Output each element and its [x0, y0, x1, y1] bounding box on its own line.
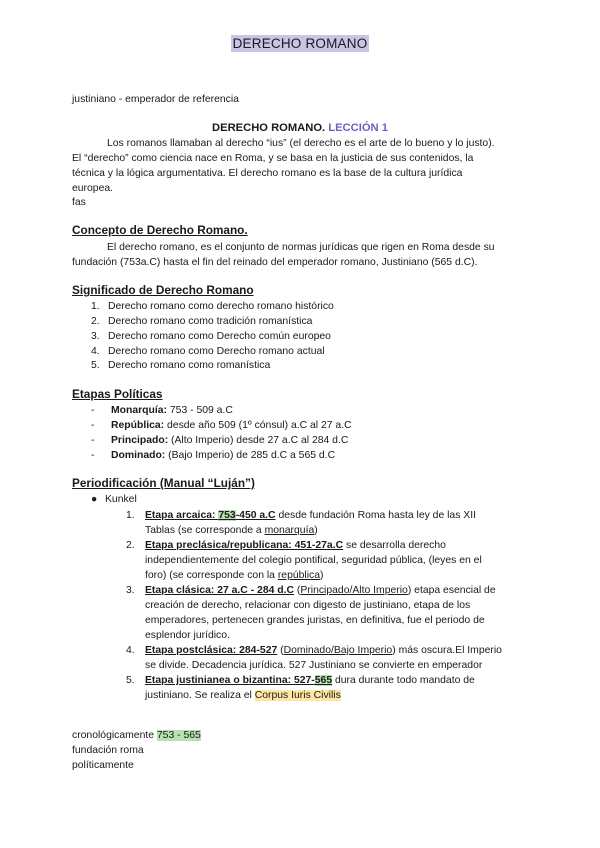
stage-4-line-1: Etapa postclásica: 284-527 (Dominado/Bajo Imperio) más oscura.El Imperio — [145, 645, 502, 656]
bullet-item: ● Kunkel — [91, 494, 137, 505]
highlight: Corpus Iuris Civilis — [254, 690, 341, 701]
stage-5-line-2: justiniano. Se realiza el Corpus Iuris Civilis — [145, 690, 341, 701]
stage-2-line-2: independientemente del colegio pontifical, seguridad pública, (leyes en el — [145, 555, 482, 566]
list-item: - Dominado: (Bajo Imperio) de 285 d.C a 565 d.C — [91, 450, 336, 461]
highlight: 565 — [314, 675, 333, 686]
stage-3-line-1: Etapa clásica: 27 a.C - 284 d.C (Principado/Alto Imperio) etapa esencial de — [145, 585, 496, 596]
stage-1-line-2: Tablas (se corresponde a monarquía) — [145, 525, 318, 536]
stage-3-line-3: emperadores, pertenecen grandes juristas, en definitiva, fue el periodo de — [145, 615, 485, 626]
stage-3-line-2: creación de derecho, relacionar con digesto de justiniano, etapa de los — [145, 600, 471, 611]
lesson-title: DERECHO ROMANO. LECCIÓN 1 — [212, 122, 388, 134]
concepto-line-2: fundación (753a.C) hasta el fin del reinado del emperador romano, Justiniano (565 d.C). — [72, 257, 478, 268]
stage-3-line-4: esplendor jurídico. — [145, 630, 230, 641]
highlight: 753 - 565 — [156, 730, 201, 741]
list-item: 3. Derecho romano como Derecho común europeo — [91, 331, 331, 342]
footer-line-2: fundación roma — [72, 745, 144, 756]
intro-line-4: europea. — [72, 183, 114, 194]
stage-number: 3. — [126, 585, 135, 596]
list-item: 2. Derecho romano como tradición romanística — [91, 316, 313, 327]
intro-line-2: El “derecho” como ciencia nace en Roma, y se basa en la justicia de sus contenidos, la — [72, 153, 474, 164]
intro-line-3: técnica y la lógica argumentativa. El derecho romano es la base de la cultura jurídica — [72, 168, 463, 179]
list-item: 1. Derecho romano como derecho romano histórico — [91, 301, 334, 312]
stage-1-line-1: Etapa arcaica: 753-450 a.C desde fundación Roma hasta ley de las XII — [145, 510, 476, 521]
lesson-number: LECCIÓN 1 — [328, 122, 388, 134]
stage-2-line-3: foro) (se corresponde con la república) — [145, 570, 324, 581]
footer-line-1: cronológicamente 753 - 565 — [72, 730, 201, 741]
stage-2-line-1: Etapa preclásica/republicana: 451-27a.C se desarrolla derecho — [145, 540, 446, 551]
periodificacion-heading: Periodificación (Manual “Luján”) — [72, 476, 255, 490]
list-item: - Monarquía: 753 - 509 a.C — [91, 405, 233, 416]
top-note: justiniano - emperador de referencia — [72, 94, 239, 105]
stage-5-line-1: Etapa justinianea o bizantina: 527-565 dura durante todo mandato de — [145, 675, 475, 686]
stage-4-line-2: se divide. Decadencia jurídica. 527 Justiniano se convierte en emperador — [145, 660, 483, 671]
concepto-line-1: El derecho romano, es el conjunto de normas jurídicas que rigen en Roma desde su — [107, 242, 495, 253]
stage-number: 2. — [126, 540, 135, 551]
intro-line-1: Los romanos llamaban al derecho “ius” (el derecho es el arte de lo bueno y lo justo). — [107, 138, 495, 149]
stage-number: 1. — [126, 510, 135, 521]
highlight: 753 — [218, 510, 236, 521]
list-item: - República: desde año 509 (1º cónsul) a.C al 27 a.C — [91, 420, 352, 431]
list-item: - Principado: (Alto Imperio) desde 27 a.C al 284 d.C — [91, 435, 349, 446]
document-title: DERECHO ROMANO — [232, 36, 368, 51]
list-item: 5. Derecho romano como romanística — [91, 360, 271, 371]
footer-line-3: políticamente — [72, 760, 134, 771]
significado-heading: Significado de Derecho Romano — [72, 283, 254, 297]
stage-number: 4. — [126, 645, 135, 656]
list-item: 4. Derecho romano como Derecho romano actual — [91, 346, 325, 357]
concepto-heading: Concepto de Derecho Romano. — [72, 223, 248, 237]
extra-note: fas — [72, 197, 86, 208]
etapas-heading: Etapas Políticas — [72, 387, 163, 401]
stage-number: 5. — [126, 675, 135, 686]
